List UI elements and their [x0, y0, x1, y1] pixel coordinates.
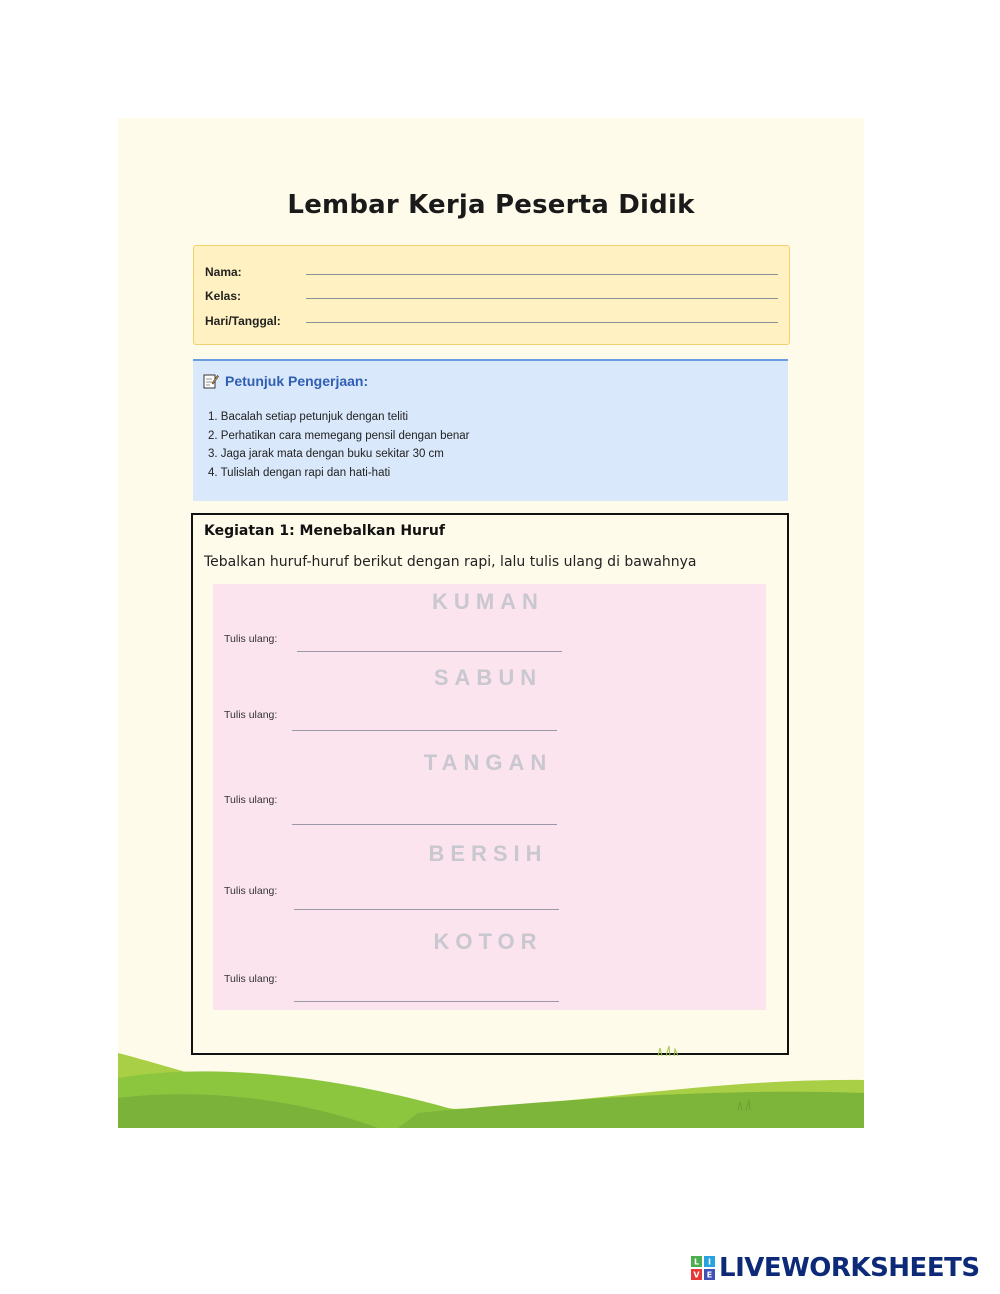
activity-title: Kegiatan 1: Menebalkan Huruf — [204, 523, 445, 539]
instructions-heading: Petunjuk Pengerjaan: — [225, 373, 369, 389]
trace-word-sabun: SABUN — [433, 665, 543, 690]
grass-hills-decoration — [118, 1038, 864, 1128]
instructions-header — [203, 373, 368, 389]
logo-letter: I — [708, 1257, 711, 1267]
date-label: Hari/Tanggal: — [205, 314, 281, 328]
logo-letter: V — [693, 1270, 700, 1280]
name-input-line[interactable] — [306, 274, 778, 275]
class-input-line[interactable] — [306, 298, 778, 299]
brand-name: LIVEWORKSHEETS — [719, 1253, 980, 1283]
rewrite-line-kotor[interactable] — [294, 1001, 559, 1002]
identity-box — [193, 245, 790, 345]
rewrite-label: Tulis ulang: — [224, 794, 278, 806]
trace-word-bersih: BERSIH — [428, 841, 548, 866]
liveworksheets-logo — [691, 1253, 980, 1283]
instructions-box — [193, 359, 788, 501]
rewrite-line-kuman[interactable] — [297, 651, 562, 652]
instruction-step: 3. Jaga jarak mata dengan buku sekitar 30 cm — [208, 448, 444, 460]
rewrite-label: Tulis ulang: — [224, 633, 278, 645]
trace-word-kotor: KOTOR — [433, 929, 543, 954]
rewrite-label: Tulis ulang: — [224, 709, 278, 721]
class-label: Kelas: — [205, 289, 242, 303]
rewrite-label: Tulis ulang: — [224, 885, 278, 897]
activity-description: Tebalkan huruf-huruf berikut dengan rapi, lalu tulis ulang di bawahnya — [204, 554, 697, 570]
date-input-line[interactable] — [306, 322, 778, 323]
page-title: Lembar Kerja Peserta Didik — [287, 190, 695, 220]
activity-box — [191, 513, 789, 1055]
logo-letter: L — [693, 1257, 700, 1267]
rewrite-line-sabun[interactable] — [292, 730, 557, 731]
tracing-area — [213, 584, 766, 1010]
instruction-step: 1. Bacalah setiap petunjuk dengan teliti — [208, 411, 409, 423]
rewrite-label: Tulis ulang: — [224, 973, 278, 985]
note-pencil-icon — [203, 373, 219, 389]
instruction-step: 4. Tulislah dengan rapi dan hati-hati — [208, 466, 391, 479]
rewrite-line-tangan[interactable] — [292, 824, 557, 825]
trace-word-kuman: KUMAN — [432, 589, 544, 614]
instructions-list — [208, 408, 469, 482]
logo-letter: E — [706, 1270, 713, 1280]
rewrite-line-bersih[interactable] — [294, 909, 559, 910]
name-label: Nama: — [205, 265, 242, 279]
trace-word-tangan: TANGAN — [423, 750, 553, 775]
worksheet-page — [118, 118, 864, 1128]
liveworksheets-grid-icon — [691, 1256, 715, 1280]
instruction-step: 2. Perhatikan cara memegang pensil dengan benar — [208, 429, 470, 442]
